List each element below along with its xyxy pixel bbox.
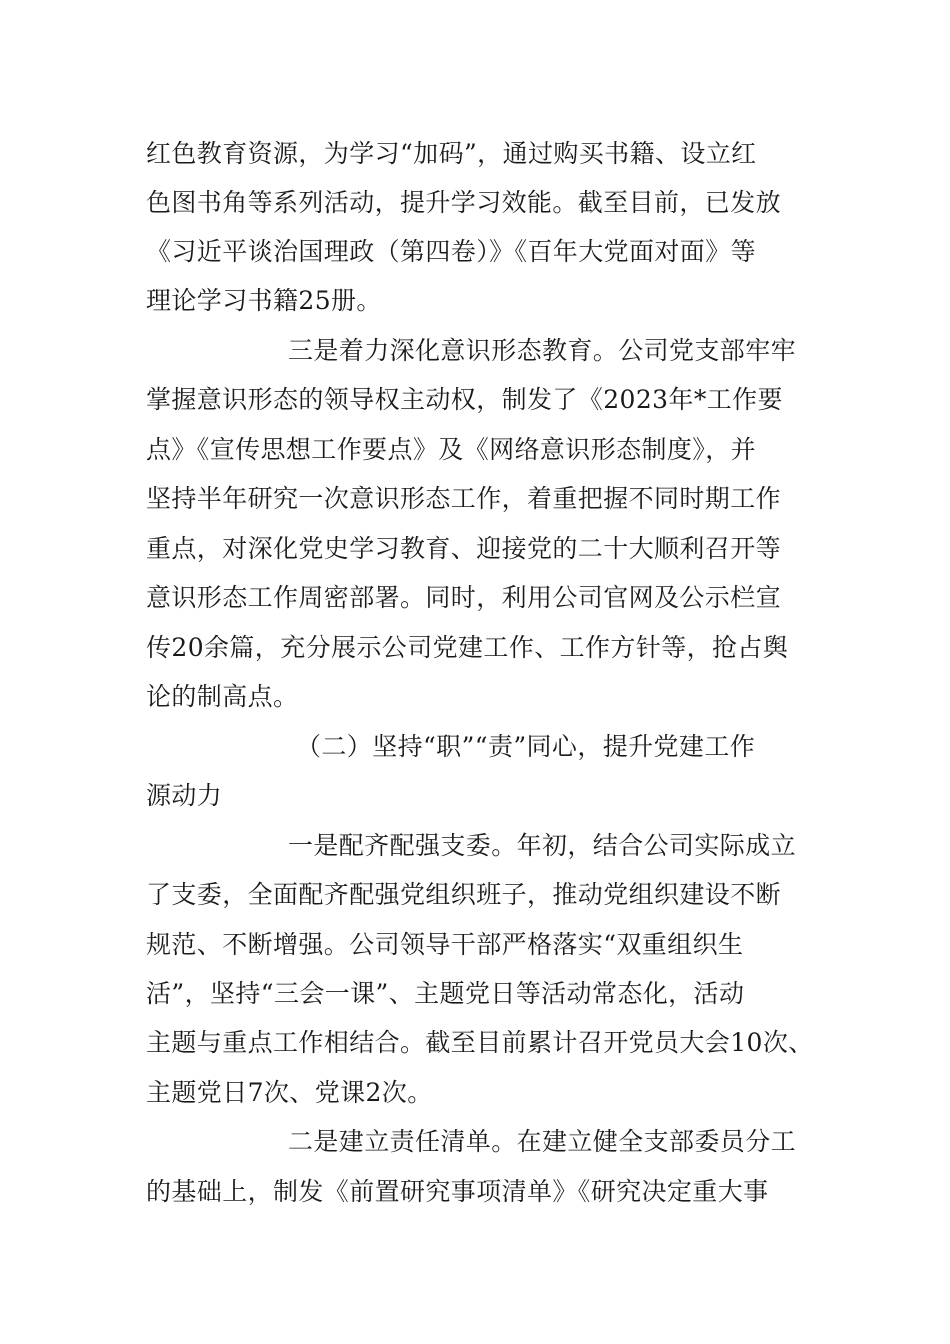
paragraph-line: 意识形态工作周密部署。同时，利用公司官网及公示栏宣 bbox=[146, 583, 782, 612]
paragraph-line: 红色教育资源，为学习“加码”，通过购买书籍、设立红 bbox=[146, 139, 757, 168]
paragraph-line: 坚持半年研究一次意识形态工作，着重把握不同时期工作 bbox=[146, 484, 782, 513]
paragraph-line: 主题与重点工作相结合。截至目前累计召开党员大会10次、 bbox=[146, 1028, 814, 1057]
section-heading: （二）坚持“职”“责”同心，提升党建工作 bbox=[296, 732, 756, 761]
paragraph-line: 一是配齐配强支委。年初，结合公司实际成立 bbox=[288, 831, 797, 860]
paragraph-line: 《习近平谈治国理政（第四卷）》《百年大党面对面》等 bbox=[146, 237, 757, 266]
paragraph-line: 点》《宣传思想工作要点》及《网络意识形态制度》，并 bbox=[146, 435, 757, 464]
paragraph-line: 了支委，全面配齐配强党组织班子，推动党组织建设不断 bbox=[146, 880, 782, 909]
paragraph-line: 重点，对深化党史学习教育、迎接党的二十大顺利召开等 bbox=[146, 534, 782, 563]
paragraph-line: 传20余篇，充分展示公司党建工作、工作方针等，抢占舆 bbox=[146, 633, 789, 662]
section-heading: 源动力 bbox=[146, 781, 223, 810]
paragraph-line: 二是建立责任清单。在建立健全支部委员分工 bbox=[288, 1127, 797, 1156]
paragraph-line: 主题党日7次、党课2次。 bbox=[146, 1078, 433, 1107]
paragraph-line: 规范、不断增强。公司领导干部严格落实“双重组织生 bbox=[146, 930, 744, 959]
paragraph-line: 理论学习书籍25册。 bbox=[146, 286, 382, 315]
paragraph-line: 论的制高点。 bbox=[146, 682, 299, 711]
paragraph-line: 的基础上，制发《前置研究事项清单》《研究决定重大事 bbox=[146, 1177, 769, 1206]
paragraph-line: 色图书角等系列活动，提升学习效能。截至目前，已发放 bbox=[146, 188, 782, 217]
paragraph-line: 三是着力深化意识形态教育。公司党支部牢牢 bbox=[288, 336, 797, 365]
paragraph-line: 活”，坚持“三会一课”、主题党日等活动常态化，活动 bbox=[146, 979, 745, 1008]
paragraph-line: 掌握意识形态的领导权主动权，制发了《2023年*工作要 bbox=[146, 385, 783, 414]
